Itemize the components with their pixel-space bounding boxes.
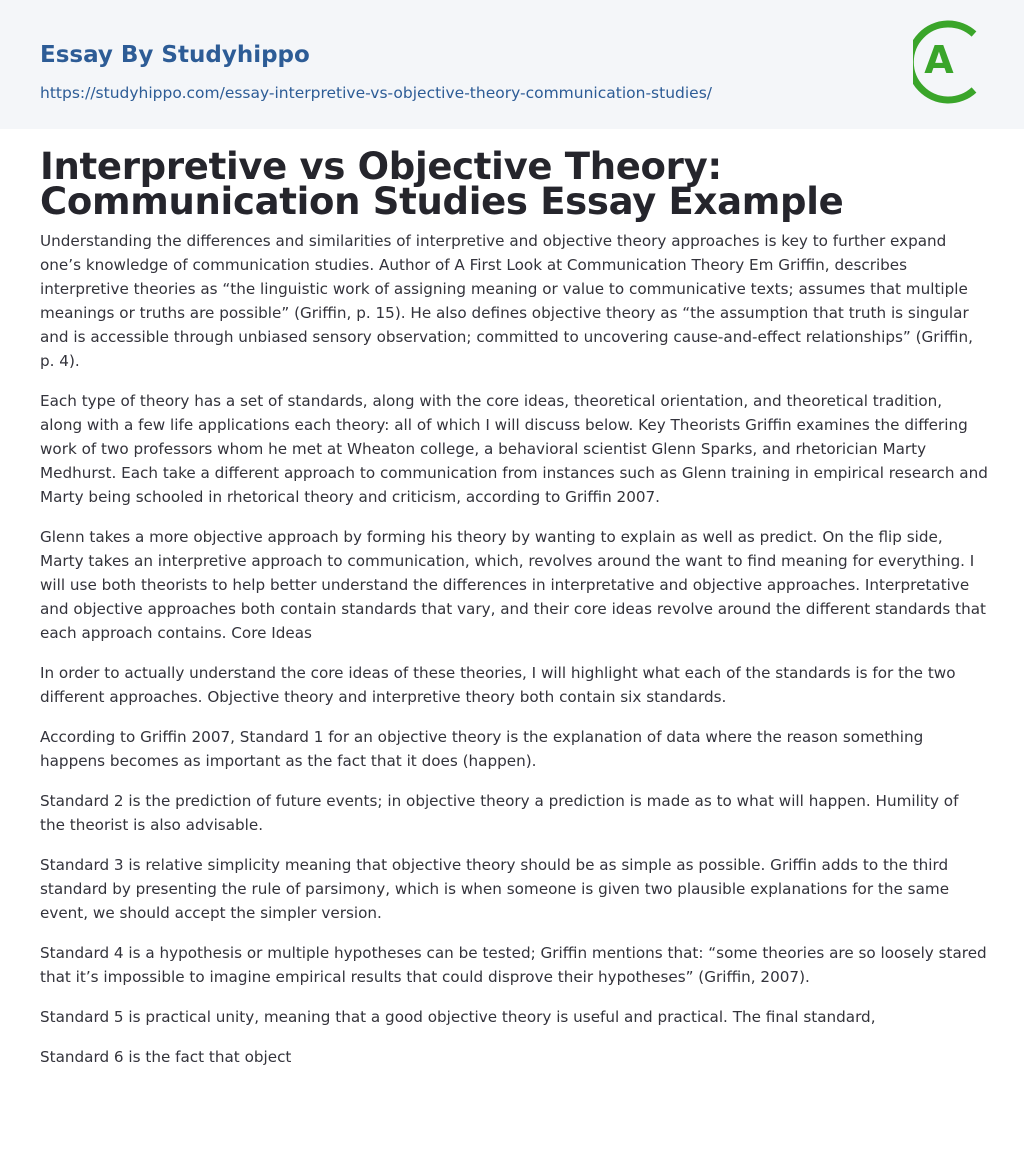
paragraph: Standard 5 is practical unity, meaning that a good objective theory is useful and practical. The final standard,	[40, 1008, 876, 1026]
paragraph: Standard 6 is the fact that object	[40, 1048, 292, 1066]
article-body	[40, 229, 988, 1085]
paragraph: Each type of theory has a set of standards, along with the core ideas, theoretical orientation, and theoretical tradition, along with a few life applications each theory: all of which I will discuss below. Key Theorists Griffin examines the differing work of two professors whom he met at Wheaton college, a behavioral scientist Glenn Sparks, and rhetorician Marty Medhurst. Each take a different approach to communication from instances such as Glenn training in empirical research and Marty being schooled in rhetorical theory and criticism, according to Griffin 2007.	[40, 392, 988, 506]
article-title: Interpretive vs Objective Theory: Communication Studies Essay Example	[40, 145, 844, 223]
logo-letter: A	[924, 38, 954, 82]
brand-title[interactable]: Essay By Studyhippo	[40, 42, 310, 68]
paragraph: Glenn takes a more objective approach by forming his theory by wanting to explain as well as predict. On the flip side, Marty takes an interpretive approach to communication, which, revolves around the want to find meaning for everything. I will use both theorists to help better understand the differences in interpretative and objective approaches. Interpretative and objective approaches both contain standards that vary, and their core ideas revolve around the different standards that each approach contains. Core Ideas	[40, 528, 986, 642]
paragraph: Understanding the differences and similarities of interpretive and objective theory approaches is key to further expand one’s knowledge of communication studies. Author of A First Look at Communication Theory Em Griffin, describes interpretive theories as “the linguistic work of assigning meaning or value to communicative texts; assumes that multiple meanings or truths are possible” (Griffin, p. 15). He also defines objective theory as “the assumption that truth is singular and is accessible through unbiased sensory observation; committed to uncovering cause-and-effect relationships” (Griffin, p. 4).	[40, 232, 973, 370]
page-url-link[interactable]: https://studyhippo.com/essay-interpretive-vs-objective-theory-communication-studies/	[40, 84, 712, 102]
paragraph: Standard 3 is relative simplicity meaning that objective theory should be as simple as possible. Griffin adds to the third standard by presenting the rule of parsimony, which is when someone is given two plausible explanations for the same event, we should accept the simpler version.	[40, 856, 950, 922]
paragraph: Standard 4 is a hypothesis or multiple hypotheses can be tested; Griffin mentions that: “some theories are so loosely stared that it’s impossible to imagine empirical results that could disprove their hypotheses” (Griffin, 2007).	[40, 944, 987, 986]
paragraph: In order to actually understand the core ideas of these theories, I will highlight what each of the standards is for the two different approaches. Objective theory and interpretive theory both contain six standards.	[40, 664, 956, 706]
paragraph: According to Griffin 2007, Standard 1 for an objective theory is the explanation of data where the reason something happens becomes as important as the fact that it does (happen).	[40, 728, 924, 770]
paragraph: Standard 2 is the prediction of future events; in objective theory a prediction is made as to what will happen. Humility of the theorist is also advisable.	[40, 792, 959, 834]
